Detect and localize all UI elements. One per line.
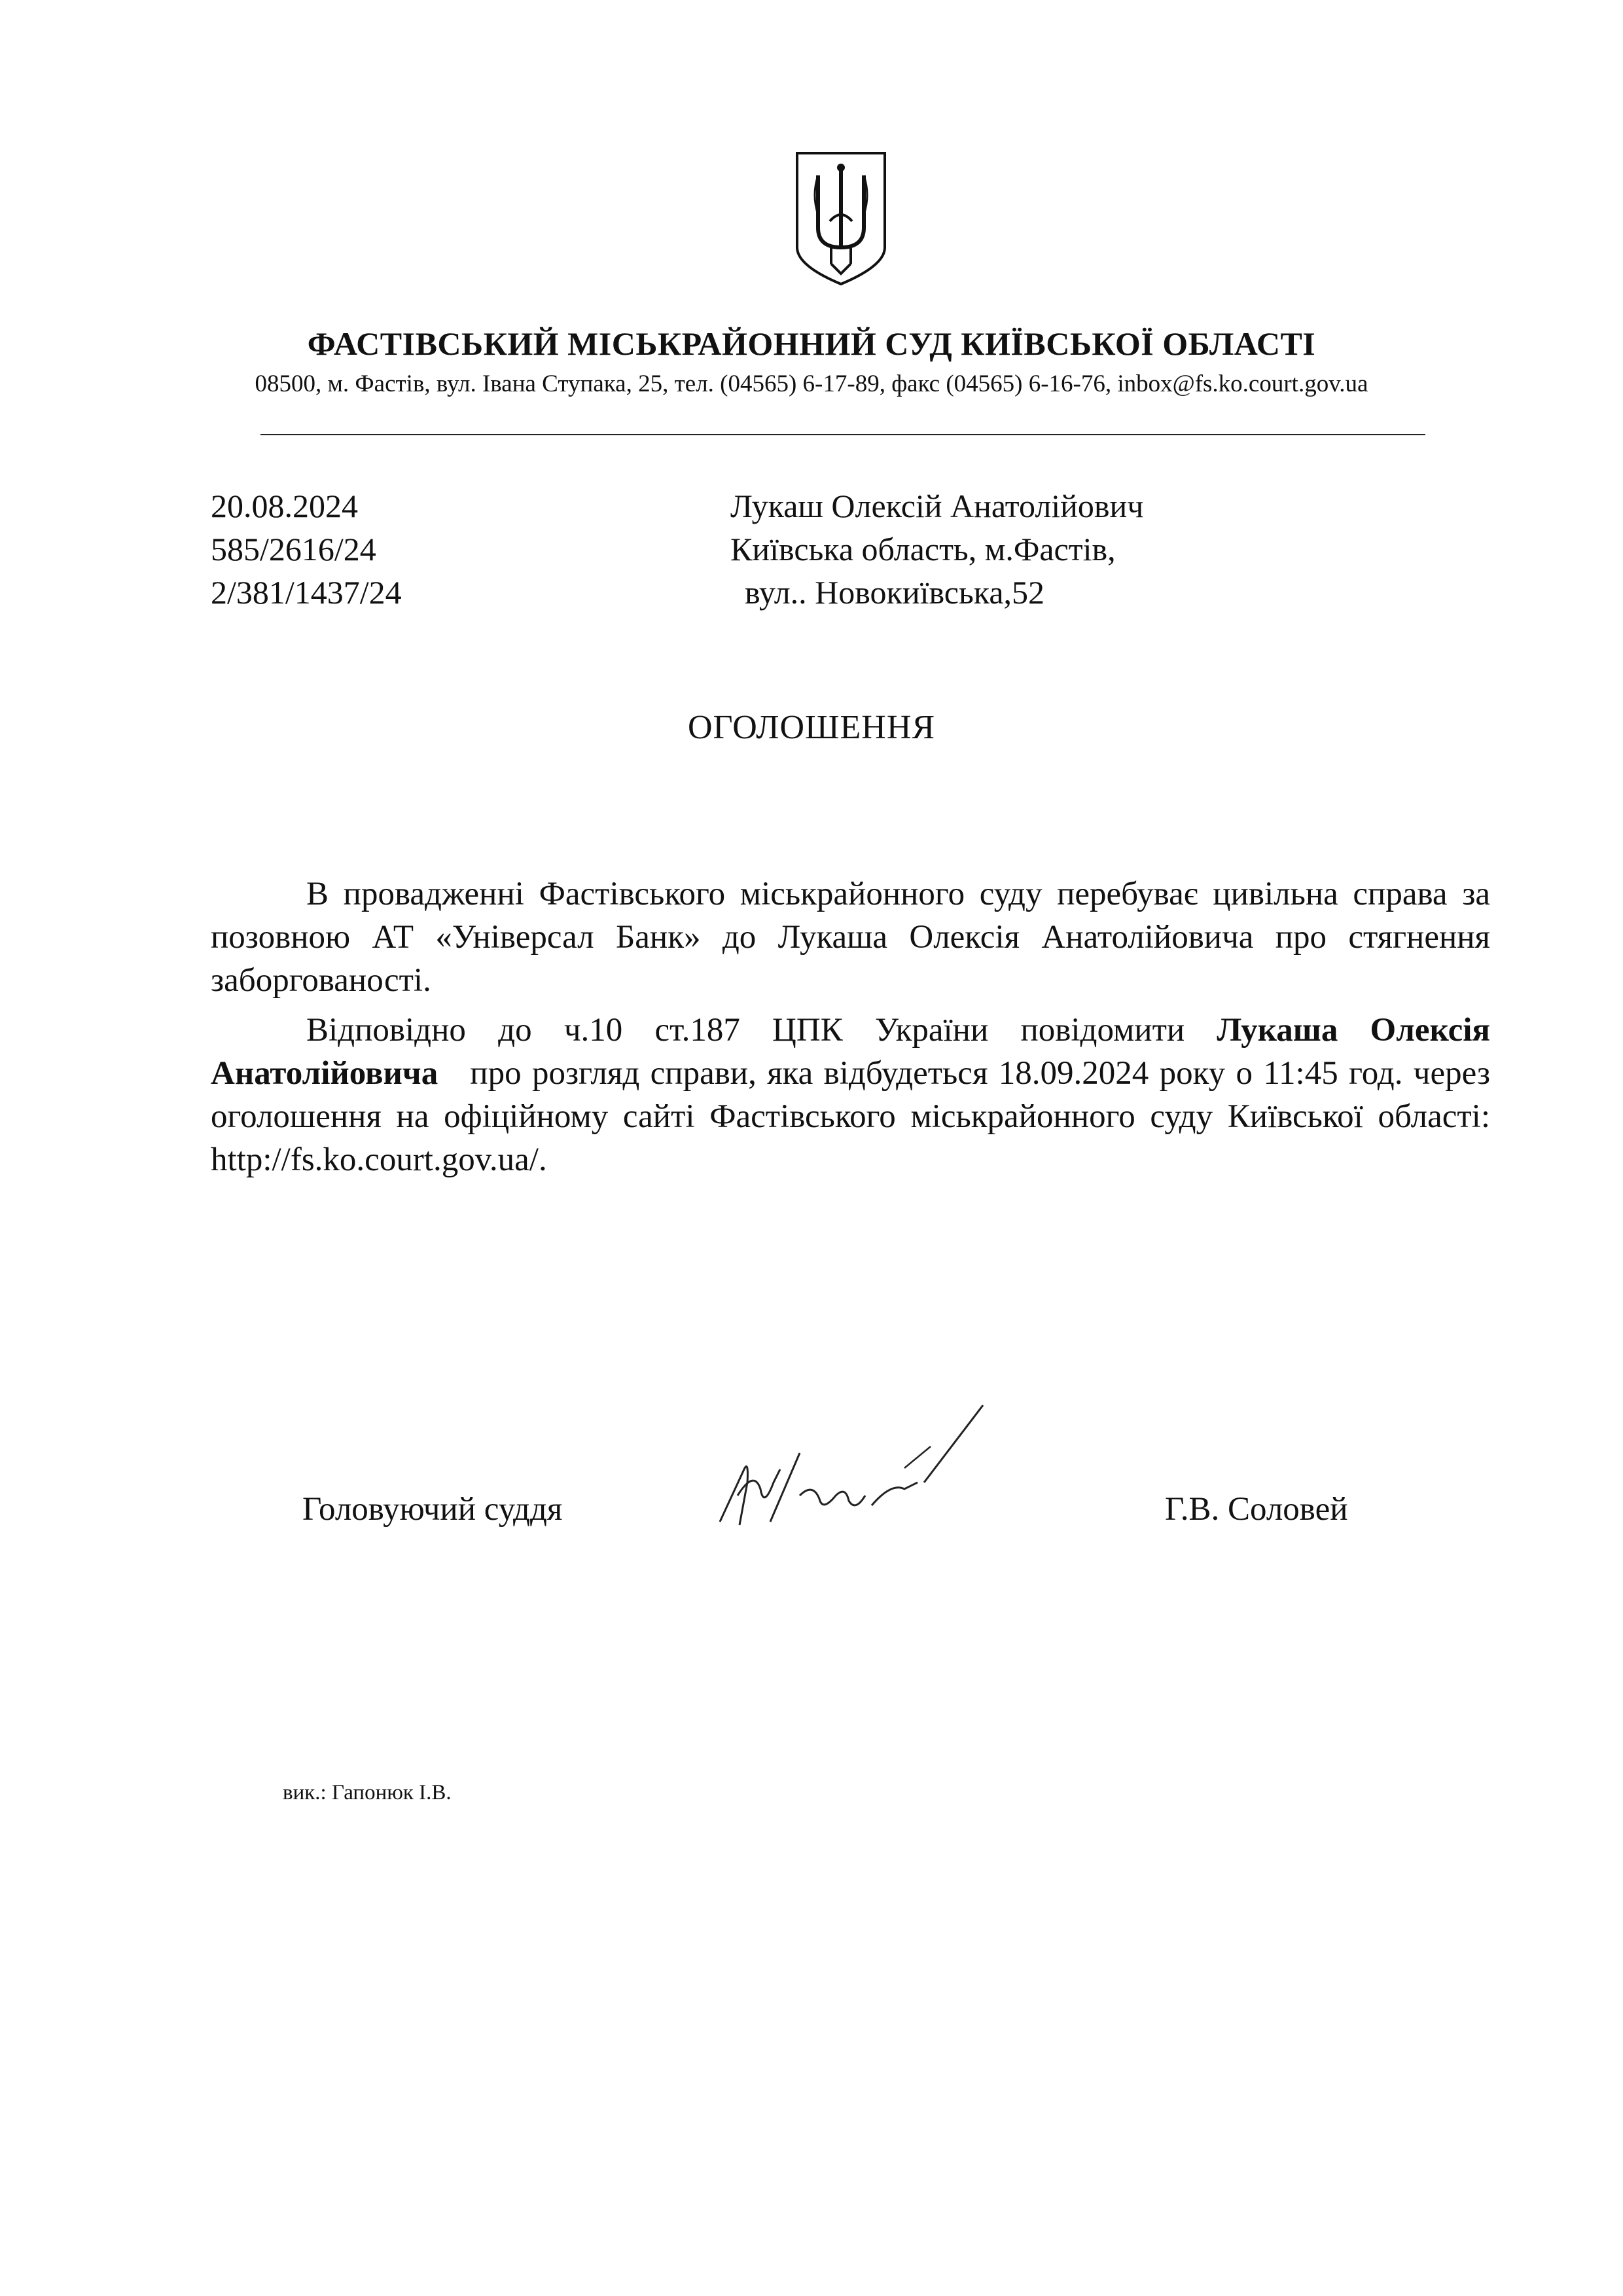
defendant-name: Лукаша Олексія Анатолійовича	[211, 1012, 1490, 1092]
court-name: ФАСТІВСЬКИЙ МІСЬКРАЙОННИЙ СУД КИЇВСЬКОЇ ОБЛАСТІ	[307, 325, 1316, 362]
court-contacts: 08500, м. Фастів, вул. Івана Ступака, 25, тел. (04565) 6-17-89, факс (04565) 6-16-76, inbox@fs.ko.court.gov.ua	[255, 370, 1368, 397]
notice-paragraph-1-text: В провадженні Фастівського міськрайонного суду перебуває цивільна справа за позовною АТ «Універсал Банк» до Лукаша Олексія Анатолійовича про стягнення заборгованості.	[211, 876, 1490, 999]
recipient-address-line-2: вул.. Новокиївська,52	[745, 574, 1045, 611]
notice-paragraph-2-tail: про розгляд справи, яка відбудеться 18.09.2024 року о 11:45 год. через оголошення на офіційному сайті Фастівського міськрайонного суду Київської області: http://fs.ko.court.gov.ua/.	[211, 1055, 1499, 1178]
trident-coat-of-arms-icon	[792, 149, 890, 288]
notice-paragraph-2-text	[211, 1009, 1499, 1181]
handwritten-signature	[708, 1391, 1016, 1548]
recipient-block	[730, 484, 1143, 614]
notice-paragraph-2	[211, 1009, 1499, 1181]
document-date: 20.08.2024	[211, 488, 358, 524]
notice-paragraph-2-lead: Відповідно до ч.10 ст.187 ЦПК України повідомити	[306, 1012, 1217, 1049]
notice-paragraph-1	[211, 872, 1490, 1002]
document-meta	[211, 484, 402, 614]
header-divider	[260, 434, 1425, 435]
recipient-address-line-1: Київська область, м.Фастів,	[730, 531, 1116, 567]
notice-title: ОГОЛОШЕННЯ	[687, 709, 936, 746]
proceeding-number: 2/381/1437/24	[211, 574, 402, 611]
judge-name: Г.В. Соловей	[1165, 1491, 1348, 1528]
executor-note: вик.: Гапонюк І.В.	[283, 1781, 452, 1804]
recipient-name: Лукаш Олексій Анатолійович	[730, 488, 1144, 524]
judge-title: Головуючий суддя	[302, 1491, 563, 1528]
case-number: 585/2616/24	[211, 531, 376, 567]
